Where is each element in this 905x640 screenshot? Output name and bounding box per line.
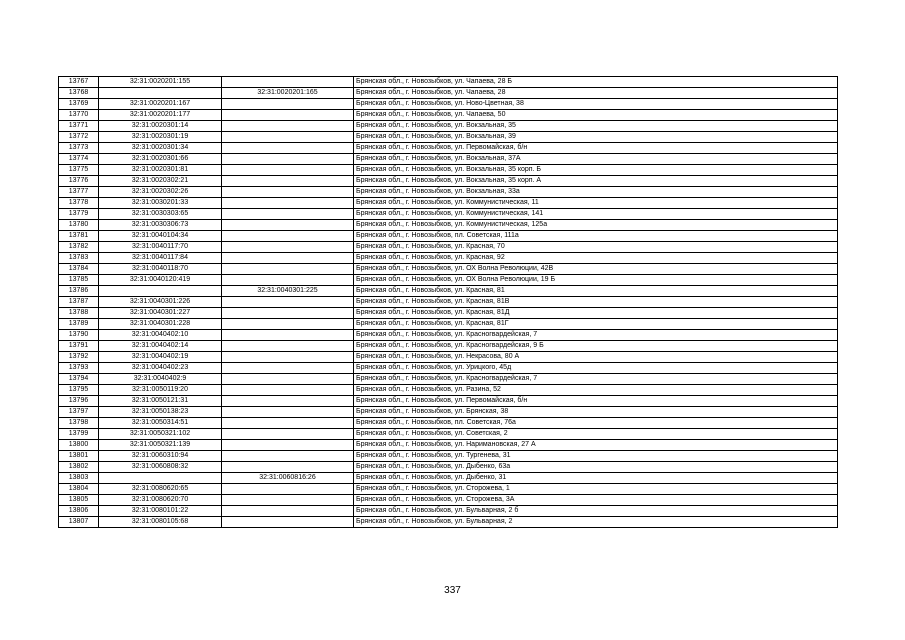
address-cell: Брянская обл., г. Новозыбков, ул. Чапаева, 28 <box>354 88 838 99</box>
row-number-cell: 13791 <box>59 341 99 352</box>
cadastral-number-alt-cell <box>222 330 354 341</box>
cadastral-number-cell: 32:31:0060310:94 <box>99 451 222 462</box>
address-cell: Брянская обл., г. Новозыбков, ул. Красная, 81Д <box>354 308 838 319</box>
address-cell: Брянская обл., г. Новозыбков, ул. Сторожева, 3А <box>354 495 838 506</box>
cadastral-number-alt-cell <box>222 198 354 209</box>
row-number-cell: 13781 <box>59 231 99 242</box>
row-number-cell: 13789 <box>59 319 99 330</box>
cadastral-number-alt-cell <box>222 396 354 407</box>
cadastral-number-alt-cell <box>222 132 354 143</box>
cadastral-number-alt-cell <box>222 154 354 165</box>
row-number-cell: 13770 <box>59 110 99 121</box>
table-row <box>59 319 838 330</box>
table-row <box>59 440 838 451</box>
cadastral-number-cell: 32:31:0020301:14 <box>99 121 222 132</box>
row-number-cell: 13784 <box>59 264 99 275</box>
row-number-cell: 13780 <box>59 220 99 231</box>
cadastral-number-cell: 32:31:0050119:20 <box>99 385 222 396</box>
cadastral-number-cell: 32:31:0040117:70 <box>99 242 222 253</box>
row-number-cell: 13797 <box>59 407 99 418</box>
cadastral-number-cell: 32:31:0040104:34 <box>99 231 222 242</box>
cadastral-number-alt-cell <box>222 77 354 88</box>
address-cell: Брянская обл., г. Новозыбков, ул. Красногвардейская, 9 Б <box>354 341 838 352</box>
row-number-cell: 13778 <box>59 198 99 209</box>
table-row <box>59 374 838 385</box>
table-row <box>59 154 838 165</box>
address-cell: Брянская обл., г. Новозыбков, ул. Красная, 81Г <box>354 319 838 330</box>
address-cell: Брянская обл., г. Новозыбков, ул. Красногвардейская, 7 <box>354 330 838 341</box>
address-cell: Брянская обл., г. Новозыбков, ул. Красная, 70 <box>354 242 838 253</box>
cadastral-number-alt-cell <box>222 187 354 198</box>
cadastral-number-alt-cell <box>222 253 354 264</box>
table-row <box>59 99 838 110</box>
row-number-cell: 13795 <box>59 385 99 396</box>
table-row <box>59 88 838 99</box>
cadastral-number-cell: 32:31:0020301:34 <box>99 143 222 154</box>
cadastral-number-cell: 32:31:0040402:23 <box>99 363 222 374</box>
table-row <box>59 297 838 308</box>
row-number-cell: 13782 <box>59 242 99 253</box>
address-cell: Брянская обл., г. Новозыбков, ул. Коммунистическая, 125а <box>354 220 838 231</box>
table-row <box>59 396 838 407</box>
address-cell: Брянская обл., г. Новозыбков, ул. Чапаева, 50 <box>354 110 838 121</box>
address-cell: Брянская обл., г. Новозыбков, ул. Дыбенко, 63а <box>354 462 838 473</box>
address-cell: Брянская обл., г. Новозыбков, ул. Разина, 52 <box>354 385 838 396</box>
address-cell: Брянская обл., г. Новозыбков, ул. Вокзальная, 35 <box>354 121 838 132</box>
row-number-cell: 13772 <box>59 132 99 143</box>
address-cell: Брянская обл., г. Новозыбков, пл. Советская, 76а <box>354 418 838 429</box>
table-row <box>59 165 838 176</box>
cadastral-number-cell: 32:31:0020201:167 <box>99 99 222 110</box>
row-number-cell: 13801 <box>59 451 99 462</box>
cadastral-number-cell <box>99 88 222 99</box>
address-cell: Брянская обл., г. Новозыбков, ул. Красногвардейская, 7 <box>354 374 838 385</box>
cadastral-number-alt-cell <box>222 462 354 473</box>
address-cell: Брянская обл., г. Новозыбков, ул. Коммунистическая, 141 <box>354 209 838 220</box>
address-cell: Брянская обл., г. Новозыбков, ул. ОХ Волна Революции, 42В <box>354 264 838 275</box>
cadastral-number-cell: 32:31:0030306:73 <box>99 220 222 231</box>
table-row <box>59 418 838 429</box>
row-number-cell: 13786 <box>59 286 99 297</box>
row-number-cell: 13769 <box>59 99 99 110</box>
table-row <box>59 264 838 275</box>
cadastral-number-alt-cell <box>222 264 354 275</box>
row-number-cell: 13790 <box>59 330 99 341</box>
address-cell: Брянская обл., г. Новозыбков, ул. ОХ Волна Революции, 19 Б <box>354 275 838 286</box>
row-number-cell: 13807 <box>59 517 99 528</box>
table-row <box>59 77 838 88</box>
cadastral-number-cell: 32:31:0040301:226 <box>99 297 222 308</box>
table-row <box>59 495 838 506</box>
cadastral-number-alt-cell <box>222 440 354 451</box>
table-row <box>59 429 838 440</box>
table-row <box>59 121 838 132</box>
table-row <box>59 407 838 418</box>
address-cell: Брянская обл., г. Новозыбков, ул. Советская, 2 <box>354 429 838 440</box>
cadastral-number-alt-cell <box>222 319 354 330</box>
row-number-cell: 13803 <box>59 473 99 484</box>
cadastral-number-cell: 32:31:0050121:31 <box>99 396 222 407</box>
address-cell: Брянская обл., г. Новозыбков, ул. Вокзальная, 37А <box>354 154 838 165</box>
table-row <box>59 473 838 484</box>
address-cell: Брянская обл., г. Новозыбков, ул. Тургенева, 31 <box>354 451 838 462</box>
cadastral-number-cell: 32:31:0040402:19 <box>99 352 222 363</box>
address-cell: Брянская обл., г. Новозыбков, ул. Первомайская, б/н <box>354 143 838 154</box>
row-number-cell: 13798 <box>59 418 99 429</box>
table-row <box>59 341 838 352</box>
cadastral-number-cell: 32:31:0040117:84 <box>99 253 222 264</box>
cadastral-number-cell: 32:31:0020301:19 <box>99 132 222 143</box>
table-row <box>59 275 838 286</box>
cadastral-number-alt-cell <box>222 143 354 154</box>
cadastral-number-cell: 32:31:0020201:155 <box>99 77 222 88</box>
cadastral-number-cell <box>99 286 222 297</box>
row-number-cell: 13776 <box>59 176 99 187</box>
page-number: 337 <box>444 585 461 596</box>
cadastral-number-cell: 32:31:0040301:227 <box>99 308 222 319</box>
cadastral-number-alt-cell <box>222 363 354 374</box>
cadastral-number-alt-cell <box>222 341 354 352</box>
row-number-cell: 13794 <box>59 374 99 385</box>
cadastral-number-alt-cell <box>222 451 354 462</box>
cadastral-number-alt-cell <box>222 484 354 495</box>
table-row <box>59 187 838 198</box>
cadastral-number-cell: 32:31:0030201:33 <box>99 198 222 209</box>
cadastral-number-alt-cell: 32:31:0040301:225 <box>222 286 354 297</box>
address-cell: Брянская обл., г. Новозыбков, пл. Советская, 111а <box>354 231 838 242</box>
address-cell: Брянская обл., г. Новозыбков, ул. Коммунистическая, 11 <box>354 198 838 209</box>
cadastral-number-alt-cell <box>222 242 354 253</box>
cadastral-number-cell: 32:31:0020201:177 <box>99 110 222 121</box>
row-number-cell: 13787 <box>59 297 99 308</box>
cadastral-number-alt-cell <box>222 407 354 418</box>
cadastral-number-alt-cell <box>222 506 354 517</box>
row-number-cell: 13806 <box>59 506 99 517</box>
table-row <box>59 231 838 242</box>
cadastral-number-alt-cell <box>222 297 354 308</box>
cadastral-number-alt-cell <box>222 275 354 286</box>
table-row <box>59 286 838 297</box>
address-cell: Брянская обл., г. Новозыбков, ул. Ново-Цветная, 38 <box>354 99 838 110</box>
row-number-cell: 13767 <box>59 77 99 88</box>
table-row <box>59 352 838 363</box>
cadastral-number-alt-cell <box>222 308 354 319</box>
cadastral-number-alt-cell <box>222 231 354 242</box>
cadastral-number-cell: 32:31:0040402:14 <box>99 341 222 352</box>
row-number-cell: 13800 <box>59 440 99 451</box>
table-row <box>59 451 838 462</box>
table-row <box>59 517 838 528</box>
table-row <box>59 330 838 341</box>
address-cell: Брянская обл., г. Новозыбков, ул. Урицкого, 45д <box>354 363 838 374</box>
row-number-cell: 13775 <box>59 165 99 176</box>
table-row <box>59 220 838 231</box>
row-number-cell: 13779 <box>59 209 99 220</box>
address-cell: Брянская обл., г. Новозыбков, ул. Вокзальная, 35 корп. Б <box>354 165 838 176</box>
address-cell: Брянская обл., г. Новозыбков, ул. Вокзальная, 33а <box>354 187 838 198</box>
table-row <box>59 385 838 396</box>
cadastral-number-alt-cell <box>222 209 354 220</box>
cadastral-number-cell: 32:31:0080101:22 <box>99 506 222 517</box>
cadastral-number-cell: 32:31:0040402:10 <box>99 330 222 341</box>
cadastral-number-cell: 32:31:0050321:102 <box>99 429 222 440</box>
cadastral-number-alt-cell <box>222 418 354 429</box>
cadastral-number-alt-cell <box>222 374 354 385</box>
address-cell: Брянская обл., г. Новозыбков, ул. Вокзальная, 35 корп. А <box>354 176 838 187</box>
cadastral-number-cell: 32:31:0040120:419 <box>99 275 222 286</box>
table-row <box>59 308 838 319</box>
row-number-cell: 13804 <box>59 484 99 495</box>
row-number-cell: 13788 <box>59 308 99 319</box>
cadastral-number-cell: 32:31:0050314:51 <box>99 418 222 429</box>
row-number-cell: 13802 <box>59 462 99 473</box>
address-cell: Брянская обл., г. Новозыбков, ул. Чапаева, 28 Б <box>354 77 838 88</box>
address-cell: Брянская обл., г. Новозыбков, ул. Первомайская, б/н <box>354 396 838 407</box>
table-row <box>59 363 838 374</box>
table-row <box>59 132 838 143</box>
address-cell: Брянская обл., г. Новозыбков, ул. Дыбенко, 31 <box>354 473 838 484</box>
table-row <box>59 462 838 473</box>
row-number-cell: 13805 <box>59 495 99 506</box>
cadastral-number-alt-cell: 32:31:0020201:165 <box>222 88 354 99</box>
cadastral-number-cell: 32:31:0040301:228 <box>99 319 222 330</box>
cadastral-number-cell: 32:31:0020302:21 <box>99 176 222 187</box>
address-cell: Брянская обл., г. Новозыбков, ул. Красная, 92 <box>354 253 838 264</box>
row-number-cell: 13792 <box>59 352 99 363</box>
row-number-cell: 13773 <box>59 143 99 154</box>
address-cell: Брянская обл., г. Новозыбков, ул. Брянская, 38 <box>354 407 838 418</box>
address-cell: Брянская обл., г. Новозыбков, ул. Вокзальная, 39 <box>354 132 838 143</box>
cadastral-number-alt-cell <box>222 176 354 187</box>
cadastral-number-cell: 32:31:0080620:70 <box>99 495 222 506</box>
cadastral-number-cell: 32:31:0080620:65 <box>99 484 222 495</box>
table-row <box>59 176 838 187</box>
table-row <box>59 484 838 495</box>
cadastral-number-cell: 32:31:0020301:81 <box>99 165 222 176</box>
row-number-cell: 13768 <box>59 88 99 99</box>
cadastral-number-cell: 32:31:0060808:32 <box>99 462 222 473</box>
table-row <box>59 506 838 517</box>
cadastral-number-alt-cell <box>222 99 354 110</box>
cadastral-number-alt-cell <box>222 495 354 506</box>
table-row <box>59 110 838 121</box>
address-cell: Брянская обл., г. Новозыбков, ул. Наримановская, 27 А <box>354 440 838 451</box>
table-row <box>59 198 838 209</box>
cadastral-number-cell <box>99 473 222 484</box>
address-cell: Брянская обл., г. Новозыбков, ул. Сторожева, 1 <box>354 484 838 495</box>
row-number-cell: 13799 <box>59 429 99 440</box>
table-row <box>59 143 838 154</box>
row-number-cell: 13796 <box>59 396 99 407</box>
table-body <box>59 77 838 528</box>
cadastral-number-cell: 32:31:0050321:139 <box>99 440 222 451</box>
cadastral-number-alt-cell <box>222 517 354 528</box>
row-number-cell: 13774 <box>59 154 99 165</box>
address-cell: Брянская обл., г. Новозыбков, ул. Красная, 81В <box>354 297 838 308</box>
property-table <box>58 76 838 528</box>
cadastral-number-alt-cell <box>222 352 354 363</box>
address-cell: Брянская обл., г. Новозыбков, ул. Бульварная, 2 <box>354 517 838 528</box>
cadastral-number-cell: 32:31:0020301:66 <box>99 154 222 165</box>
table-row <box>59 253 838 264</box>
cadastral-number-cell: 32:31:0080105:68 <box>99 517 222 528</box>
cadastral-number-alt-cell <box>222 429 354 440</box>
cadastral-number-alt-cell <box>222 165 354 176</box>
row-number-cell: 13785 <box>59 275 99 286</box>
cadastral-number-cell: 32:31:0040402:9 <box>99 374 222 385</box>
cadastral-number-cell: 32:31:0030303:65 <box>99 209 222 220</box>
row-number-cell: 13777 <box>59 187 99 198</box>
cadastral-number-alt-cell: 32:31:0060816:26 <box>222 473 354 484</box>
address-cell: Брянская обл., г. Новозыбков, ул. Красная, 81 <box>354 286 838 297</box>
cadastral-number-cell: 32:31:0040118:70 <box>99 264 222 275</box>
address-cell: Брянская обл., г. Новозыбков, ул. Бульварная, 2 б <box>354 506 838 517</box>
cadastral-number-cell: 32:31:0020302:26 <box>99 187 222 198</box>
cadastral-number-alt-cell <box>222 110 354 121</box>
address-cell: Брянская обл., г. Новозыбков, ул. Некрасова, 80 А <box>354 352 838 363</box>
cadastral-number-cell: 32:31:0050138:23 <box>99 407 222 418</box>
row-number-cell: 13793 <box>59 363 99 374</box>
cadastral-number-alt-cell <box>222 220 354 231</box>
cadastral-number-alt-cell <box>222 121 354 132</box>
row-number-cell: 13771 <box>59 121 99 132</box>
table-row <box>59 209 838 220</box>
cadastral-number-alt-cell <box>222 385 354 396</box>
table-row <box>59 242 838 253</box>
row-number-cell: 13783 <box>59 253 99 264</box>
